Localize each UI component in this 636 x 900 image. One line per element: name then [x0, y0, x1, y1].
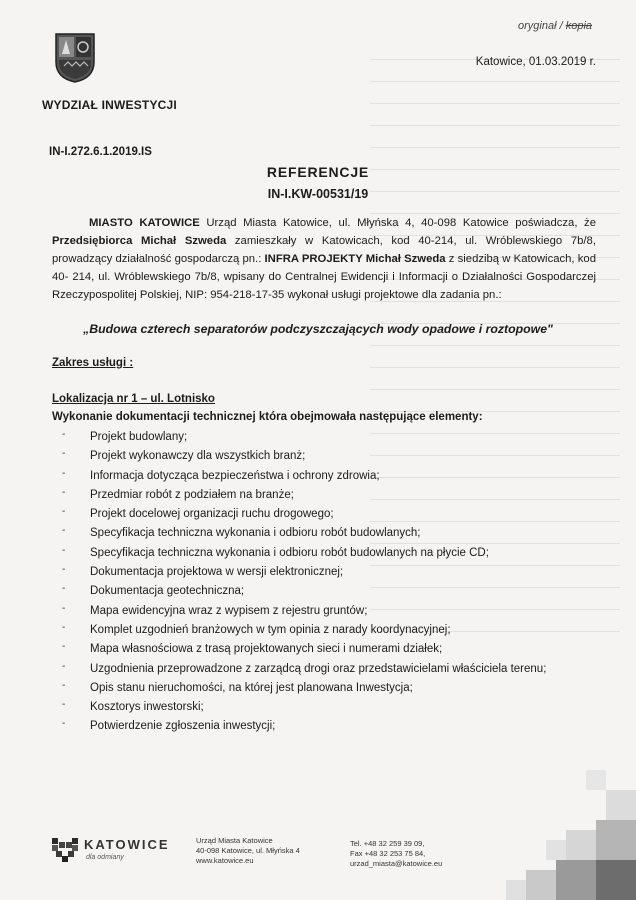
list-item: - Informacja dotycząca bezpieczeństwa i ochrony zdrowia;: [62, 467, 546, 486]
list-bullet: -: [62, 564, 66, 576]
list-bullet: -: [62, 699, 66, 711]
list-item: - Projekt docelowej organizacji ruchu drogowego;: [62, 505, 546, 524]
project-title: „Budowa czterech separatorów podczyszczających wody opadowe i roztopowe": [83, 322, 553, 336]
list-item: - Przedmiar robót z podziałem na branże;: [62, 486, 546, 505]
list-bullet: -: [62, 641, 66, 653]
list-bullet: -: [62, 467, 66, 479]
company-name: INFRA PROJEKTY Michał Szweda: [264, 253, 446, 265]
list-bullet: -: [62, 525, 66, 537]
list-item: - Komplet uzgodnień branżowych w tym opinia z narady koordynacyjnej;: [62, 621, 546, 640]
copy-word-struck: kopia: [565, 20, 592, 32]
list-item: - Specyfikacja techniczna wykonania i odbioru robót budowlanych na płycie CD;: [62, 544, 546, 563]
case-number: IN-I.272.6.1.2019.IS: [49, 146, 152, 158]
list-item: - Mapa własnościowa z trasą projektowanych sieci i numerami działek;: [62, 640, 546, 659]
reference-number: IN-I.KW-00531/19: [267, 187, 369, 201]
list-bullet: -: [62, 679, 66, 691]
list-bullet: -: [62, 621, 66, 633]
original-word: oryginał: [518, 20, 557, 32]
body-text-2: zamieszkały w Katowicach, kod 40-214, ul. Wróblewskiego 7b/8, prowadzący działalność gospodarczą pn.:: [52, 235, 596, 265]
scope-heading: Zakres usługi :: [52, 357, 134, 369]
katowice-heart-logo-icon: [50, 834, 80, 864]
list-bullet: -: [62, 583, 66, 595]
list-item: - Dokumentacja projektowa w wersji elektronicznej;: [62, 563, 546, 582]
list-item: - Mapa ewidencyjna wraz z wypisem z rejestru gruntów;: [62, 602, 546, 621]
office-website: www.katowice.eu: [196, 856, 254, 865]
office-phone: Tel. +48 32 259 39 09,: [350, 839, 425, 848]
documentation-intro: Wykonanie dokumentacji technicznej która obejmowała następujące elementy:: [52, 411, 483, 423]
city-crest-icon: [54, 32, 96, 84]
list-item: - Uzgodnienia przeprowadzone z zarządcą drogi oraz przedstawicielami właściciela terenu;: [62, 660, 546, 679]
letter-date: Katowice, 01.03.2019 r.: [475, 56, 596, 68]
office-name: Urząd Miasta Katowice: [196, 836, 273, 845]
pixel-pattern-decoration: [476, 750, 636, 900]
body-text-1: Urząd Miasta Katowice, ul. Młyńska 4, 40-098 Katowice poświadcza, że: [199, 217, 596, 229]
footer-brand: KATOWICE: [84, 837, 170, 852]
list-bullet: -: [62, 718, 66, 730]
department-name: WYDZIAŁ INWESTYCJI: [42, 98, 177, 112]
list-item: - Specyfikacja techniczna wykonania i odbioru robót budowlanych;: [62, 524, 546, 543]
office-email: urzad_miasta@katowice.eu: [350, 859, 443, 868]
office-address: 40-098 Katowice, ul. Młyńska 4: [196, 846, 300, 855]
list-bullet: -: [62, 506, 66, 518]
list-bullet: -: [62, 544, 66, 556]
list-bullet: -: [62, 660, 66, 672]
footer-tagline: dla odmiany: [86, 854, 124, 861]
list-item: - Potwierdzenie zgłoszenia inwestycji;: [62, 717, 546, 736]
list-bullet: -: [62, 429, 66, 440]
location-heading: Lokalizacja nr 1 – ul. Lotnisko: [52, 393, 215, 405]
footer-contact: [350, 839, 442, 869]
certification-paragraph: [52, 214, 596, 304]
mark-separator: /: [556, 20, 566, 32]
list-bullet: -: [62, 602, 66, 614]
list-item: - Kosztorys inwestorski;: [62, 698, 546, 717]
deliverables-list: [62, 428, 546, 737]
footer-address: [196, 836, 300, 866]
list-bullet: -: [62, 448, 66, 460]
list-item: - Projekt wykonawczy dla wszystkich branż;: [62, 447, 546, 466]
list-item: - Projekt budowlany;: [62, 428, 546, 447]
list-bullet: -: [62, 486, 66, 498]
document-title: REFERENCJE: [266, 164, 370, 180]
issuer-name: MIASTO KATOWICE: [89, 217, 200, 229]
office-fax: Fax +48 32 253 75 84,: [350, 849, 426, 858]
body-text-3: z siedzibą w Katowicach, kod 40- 214, ul. Wróblewskiego 7b/8, wpisany do Centralnej Ewidencji i Informacji o Działalności Gospodarczej Rzeczypospolitej Polskiej, NIP: 954-218-17-35 wykonał usługi projektowe dla zadania pn.:: [52, 253, 596, 301]
original-copy-mark: [518, 20, 592, 32]
entrepreneur-name: Przedsiębiorca Michał Szweda: [52, 235, 227, 247]
list-item: - Opis stanu nieruchomości, na której jest planowana Inwestycja;: [62, 679, 546, 698]
list-item: - Dokumentacja geotechniczna;: [62, 582, 546, 601]
